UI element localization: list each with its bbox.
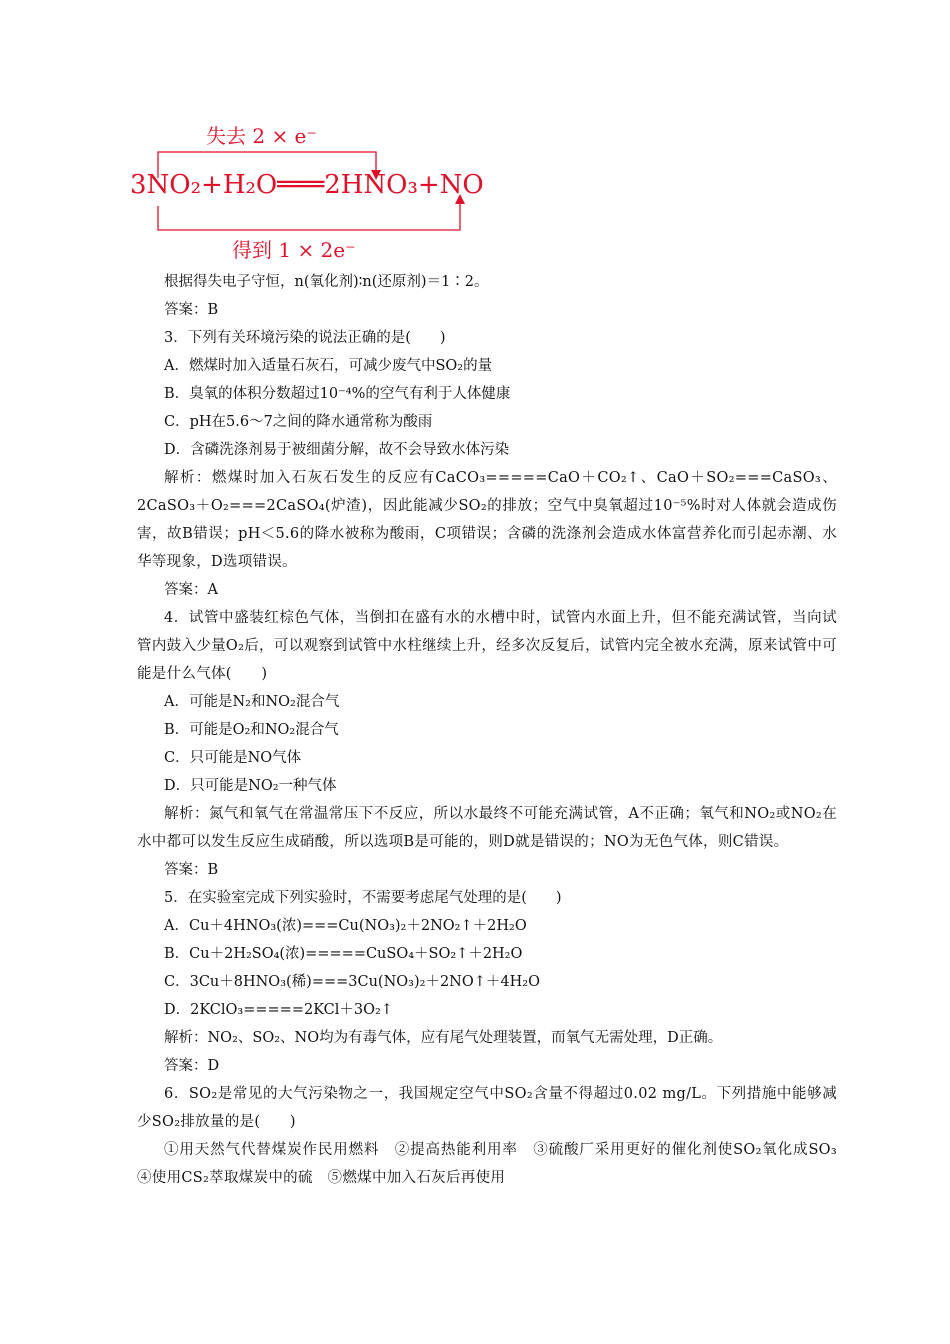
question-3: 3．下列有关环境污染的说法正确的是( ) (164, 330, 446, 346)
text-line: 根据得失电子守恒，n(氧化剂)∶n(还原剂)＝1∶2。 (164, 274, 489, 290)
option-d: D．只可能是NO₂一种气体 (164, 778, 337, 794)
options-list: ①用天然气代替煤炭作民用燃料 ②提高热能利用率 ③硫酸厂采用更好的催化剂使SO₂氧化成SO₃ ④使用CS₂萃取煤炭中的硫 ⑤燃煤中加入石灰后再使用 (137, 1142, 852, 1186)
option-d: D．含磷洗涤剂易于被细菌分解，故不会导致水体污染 (164, 442, 510, 458)
option-c: C．只可能是NO气体 (164, 750, 302, 766)
analysis-paragraph: 解析：氮气和氧气在常温常压下不反应，所以水最终不可能充满试管，A不正确；氧气和NO₂或NO₂在水中都可以发生反应生成硝酸，所以选项B是可能的，则D就是错误的；NO为无色气体，则C错误。 (137, 806, 837, 850)
electron-lost-label: 失去 2 × e⁻ (206, 124, 317, 148)
answer-line: 答案：B (164, 302, 219, 318)
option-a: A．燃煤时加入适量石灰石，可减少废气中SO₂的量 (164, 358, 493, 374)
option-b: B．可能是O₂和NO₂混合气 (164, 722, 339, 738)
analysis-paragraph: 解析：NO₂、SO₂、NO均为有毒气体，应有尾气处理装置，而氧气无需处理，D正确。 (164, 1030, 723, 1046)
option-c: C．pH在5.6～7之间的降水通常称为酸雨 (164, 414, 433, 430)
document-body (137, 268, 852, 1192)
electron-gained-label: 得到 1 × 2e⁻ (232, 238, 356, 262)
answer-line: 答案：B (164, 862, 219, 878)
option-d: D．2KClO₃=====2KCl＋3O₂↑ (164, 1002, 393, 1018)
option-b: B．Cu＋2H₂SO₄(浓)=====CuSO₄＋SO₂↑＋2H₂O (164, 946, 523, 962)
question-6: 6．SO₂是常见的大气污染物之一，我国规定空气中SO₂含量不得超过0.02 mg/L。下列措施中能够减少SO₂排放量的是( ) (137, 1086, 837, 1130)
option-c: C．3Cu＋8HNO₃(稀)===3Cu(NO₃)₂＋2NO↑＋4H₂O (164, 974, 540, 990)
electron-transfer-diagram (130, 118, 490, 268)
answer-line: 答案：A (164, 582, 218, 598)
option-a: A．可能是N₂和NO₂混合气 (164, 694, 340, 710)
redox-equation: 3NO₂+H₂O═══2HNO₃+NO (130, 170, 484, 200)
option-a: A．Cu＋4HNO₃(浓)===Cu(NO₃)₂＋2NO₂↑＋2H₂O (164, 918, 527, 934)
analysis-paragraph: 解析：燃煤时加入石灰石发生的反应有CaCO₃=====CaO＋CO₂↑、CaO＋SO₂===CaSO₃、2CaSO₃＋O₂===2CaSO₄(炉渣)，因此能减少SO₂的排放；空气中臭氧超过10⁻⁵%时对人体就会造成伤害，故B错误；pH＜5.6的降水被称为酸雨，C项错误；含磷的洗涤剂会造成水体富营养化而引起赤潮、水华等现象，D选项错误。 (137, 470, 837, 570)
answer-line: 答案：D (164, 1058, 220, 1074)
option-b: B．臭氧的体积分数超过10⁻⁴%的空气有利于人体健康 (164, 386, 511, 402)
question-5: 5．在实验室完成下列实验时，不需要考虑尾气处理的是( ) (164, 890, 562, 906)
question-4: 4．试管中盛装红棕色气体，当倒扣在盛有水的水槽中时，试管内水面上升，但不能充满试管，当向试管内鼓入少量O₂后，可以观察到试管中水柱继续上升，经多次反复后，试管内完全被水充满，原来试管中可能是什么气体( ) (137, 610, 837, 682)
